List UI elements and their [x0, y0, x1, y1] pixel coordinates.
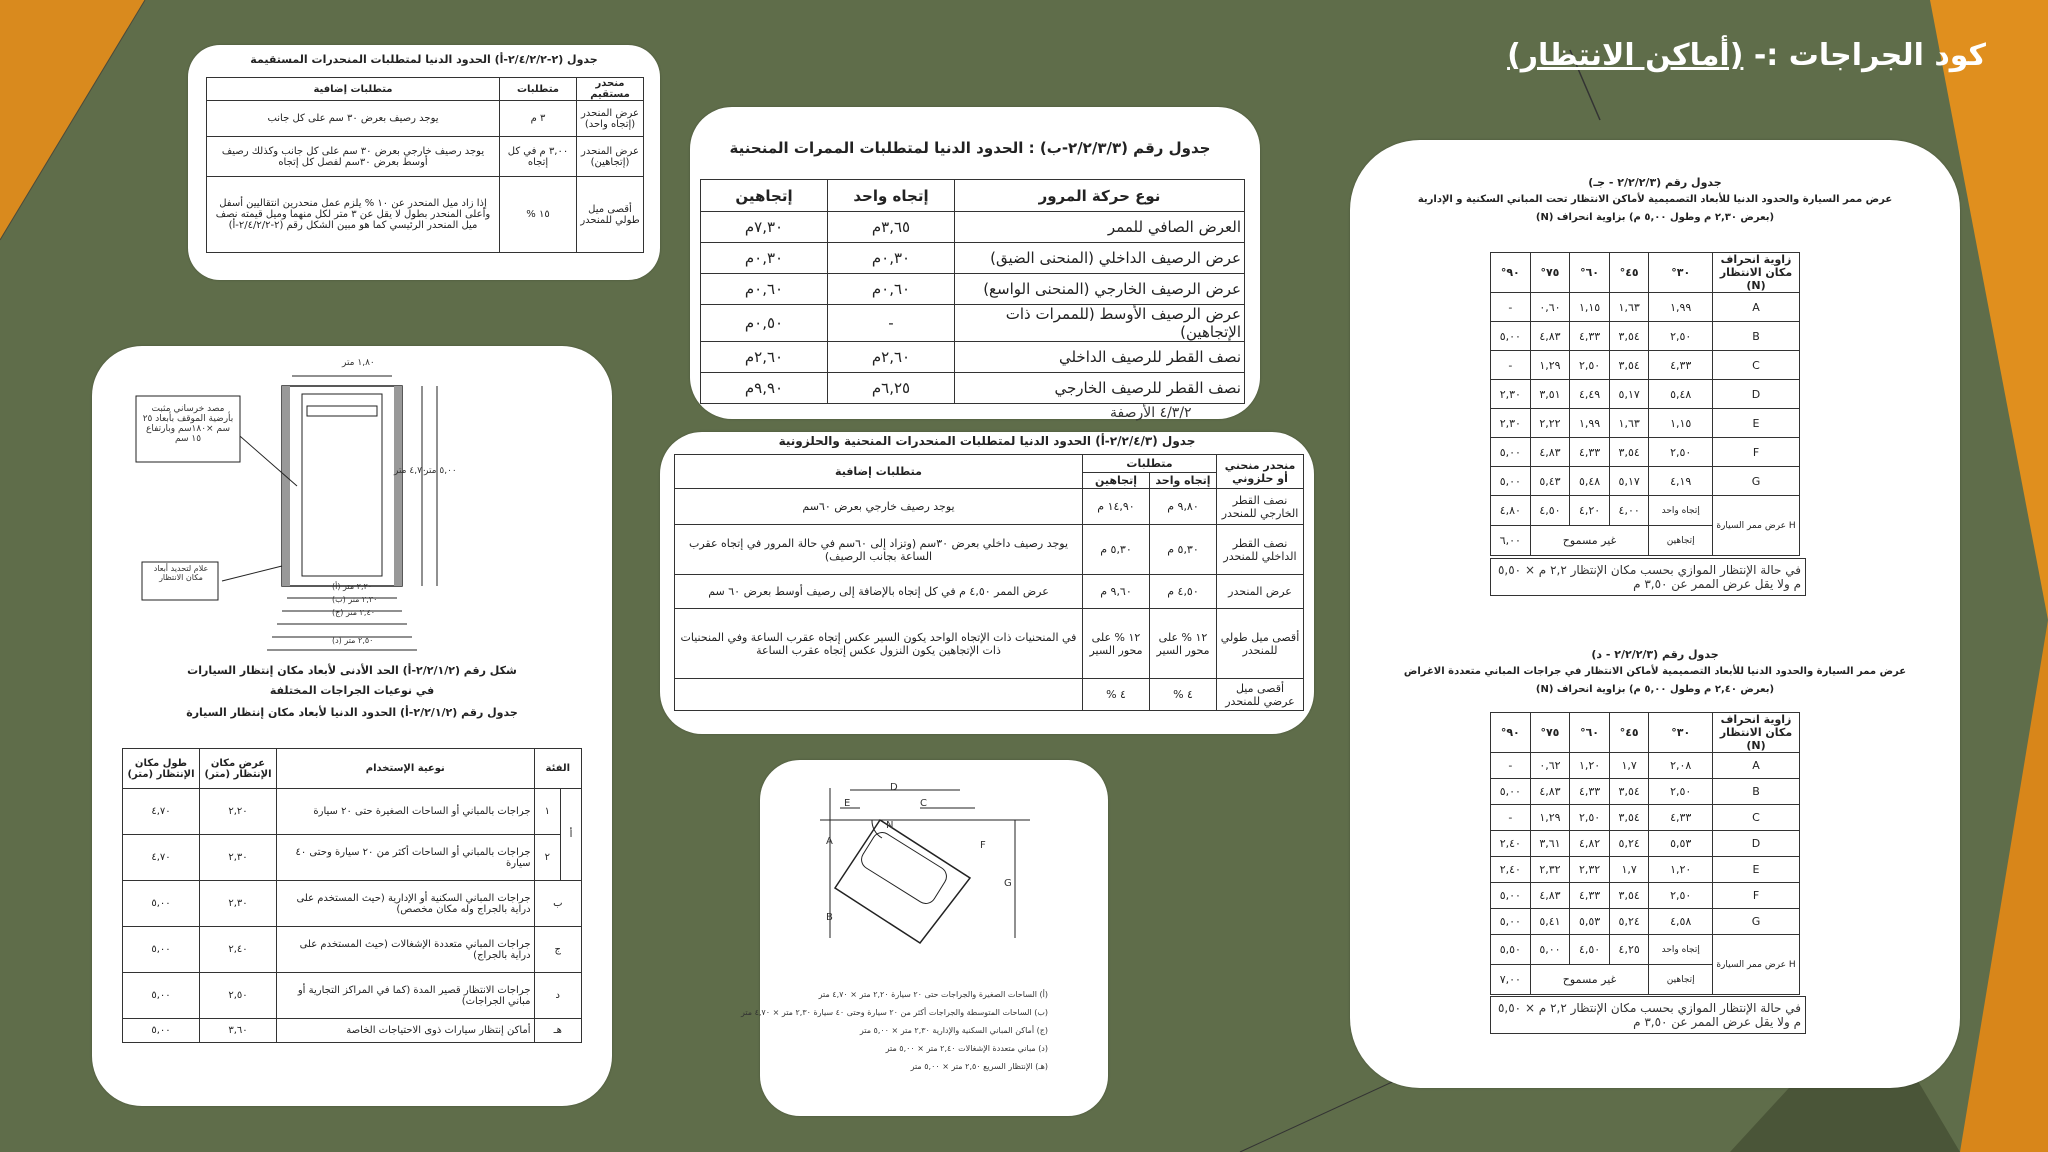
header-cell: منحدر مستقيم [577, 78, 644, 101]
table-cell: - [1491, 351, 1531, 380]
straight-ramps-table [206, 77, 644, 253]
table-cell: يوجد رصيف خارجي بعرض ٦٠سم [675, 489, 1083, 525]
table-row [123, 927, 582, 973]
parking-space-table [122, 748, 582, 1043]
table-cell: ١,٢٩ [1530, 805, 1570, 831]
table-caption: جدول رقم (٢/٢/١/٢-أ) الحدود الدنيا لأبعاد مكان إنتظار السيارة [186, 706, 518, 719]
table-cell: يوجد رصيف بعرض ٣٠ سم على كل جانب [207, 101, 500, 137]
label-e: E [844, 798, 851, 809]
table-cell: ٢,٣٢ [1570, 857, 1610, 883]
table-cell: ١,٩٩ [1570, 409, 1610, 438]
figure-caption: شكل رقم (٢/٢/١/٢-أ) الحد الأدنى لأبعاد مكان إنتظار السيارات [187, 664, 517, 677]
table-cell [675, 679, 1083, 711]
table-cell: ٧,٣٠م [701, 212, 828, 243]
table-cell: ٥,٠٠ [1491, 467, 1531, 496]
table-cell: جراجات المباني متعددة الإشغالات (حيث المستخدم على دراية بالجراج) [277, 927, 535, 973]
table-cell: أقصى ميل عرضي للمنحدر [1217, 679, 1304, 711]
table-row [1491, 857, 1800, 883]
table-cell: ٠,٦٠م [828, 274, 955, 305]
dim-length-outer: ٥,٠٠ متر [424, 466, 457, 476]
label-c: C [920, 798, 927, 809]
note-d: (د) مباني متعددة الإشغالات ٢,٤٠ متر × ٥,٠٠ متر [885, 1044, 1048, 1053]
card-curved-aisles [690, 107, 1260, 419]
row-label: B [1713, 322, 1800, 351]
table-cell: ٤,٨٣ [1530, 779, 1570, 805]
table-cell: يوجد رصيف داخلي بعرض ٣٠سم (وتزاد إلى ٦٠سم في حالة المرور في إتجاه عقرب الساعة بجانب الرصيف) [675, 525, 1083, 575]
not-allowed-cell: غير مسموح [1530, 965, 1649, 995]
t1-caption-3: (بعرض ٢,٣٠ م وطول ٥,٠٠ م) بزاوية انحراف (N) [1535, 212, 1775, 223]
table-cell: ٥,٤٨ [1649, 380, 1713, 409]
header-cell: إتجاه واحد [828, 180, 955, 212]
table-cell: ١,١٥ [1570, 293, 1610, 322]
table-cell: ٧,٠٠ [1491, 965, 1531, 995]
table-cell: ١,٧ [1609, 753, 1649, 779]
table-cell: جراجات بالمباني أو الساحات أكثر من ٢٠ سيارة وحتى ٤٠ سيارة [277, 835, 535, 881]
row-label: E [1713, 409, 1800, 438]
table-cell: ٤,٧٠ [123, 835, 200, 881]
table-cell: ٤,٥٠ م [1150, 575, 1217, 609]
table-row [701, 243, 1245, 274]
table-cell: ٢,٥٠ [1649, 438, 1713, 467]
table-cell: ٢,٣٠ [1491, 380, 1531, 409]
table-cell: ٢,٣٠ [200, 835, 277, 881]
table-cell: ١,٦٣ [1609, 293, 1649, 322]
table-cell: العرض الصافي للممر [955, 212, 1245, 243]
row-label: C [1713, 805, 1800, 831]
two-way-label: إتجاهين [1649, 526, 1713, 556]
table-cell: ٥,٠٠ [1491, 438, 1531, 467]
table-row [1491, 831, 1800, 857]
label-n: N [886, 820, 894, 831]
table-cell: ٩,٦٠ م [1083, 575, 1150, 609]
table-row [1491, 293, 1800, 322]
table-cell: أ [561, 789, 582, 881]
table-cell: ٢,٣٢ [1530, 857, 1570, 883]
table-row [675, 679, 1304, 711]
table-cell: ٢,٥٠ [1649, 883, 1713, 909]
table-cell: ٥,٠٠ [123, 881, 200, 927]
table-cell: ٤,٣٣ [1649, 351, 1713, 380]
table-cell: ٢,٤٠ [1491, 857, 1531, 883]
table-cell: ٥,١٧ [1609, 467, 1649, 496]
table-row [1491, 779, 1800, 805]
row-label: D [1713, 831, 1800, 857]
label-b: B [826, 912, 833, 923]
table-cell: ٢,٠٨ [1649, 753, 1713, 779]
table-cell: ٤,٨٣ [1530, 438, 1570, 467]
table-cell: ٠,٦٠م [701, 274, 828, 305]
table-cell: ١٥ % [500, 177, 577, 253]
dim-length-inner: ٤,٧٠ متر [394, 466, 427, 476]
curved-aisles-table [700, 179, 1245, 404]
header-cell: طول مكان الإنتظار (متر) [123, 749, 200, 789]
table-row [701, 305, 1245, 342]
table-cell: - [828, 305, 955, 342]
table-cell: ٠,٥٠م [701, 305, 828, 342]
table-cell: ٣,٥٤ [1609, 351, 1649, 380]
t2-footer: في حالة الإنتظار الموازي بحسب مكان الإنتظار ٢,٢ م × ٥,٥٠ م ولا يقل عرض الممر عن ٣,٥٠ م [1490, 996, 1806, 1034]
table-cell: عرض المنحدر [1217, 575, 1304, 609]
bumper-note: مصد خرساني مثبت بأرضية الموقف بأبعاد ٢٥ سم ×١٨٠سم وبارتفاع ١٥ سم [142, 404, 234, 444]
table-cell: ٤,٨٢ [1570, 831, 1610, 857]
table-cell: ١٢ % على محور السير [1083, 609, 1150, 679]
angled-parking-figure [800, 778, 1070, 948]
table-cell: ٤,٨٣ [1530, 322, 1570, 351]
table-cell: ٣,٥٤ [1609, 322, 1649, 351]
not-allowed-cell: غير مسموح [1530, 526, 1649, 556]
table-row [123, 835, 582, 881]
table-cell: ٥,٠٠ [123, 973, 200, 1019]
angle-header: ٧٥° [1530, 713, 1570, 753]
table-cell: ٥,٢٤ [1609, 909, 1649, 935]
table-cell: ١,٧ [1609, 857, 1649, 883]
t1-footer: في حالة الإنتظار الموازي بحسب مكان الإنتظار ٢,٢ م × ٥,٥٠ م ولا يقل عرض الممر عن ٣,٥٠ م [1490, 558, 1806, 596]
table-cell: ٤,٣٣ [1570, 322, 1610, 351]
table-cell: ٢,٦٠م [828, 342, 955, 373]
table-row [1491, 438, 1800, 467]
table-cell: نصف القطر للرصيف الداخلي [955, 342, 1245, 373]
figure-caption-2: في نوعيات الجراجات المختلفة [269, 684, 435, 697]
table-cell: ٤ % [1150, 679, 1217, 711]
table-cell: جراجات المباني السكنية أو الإدارية (حيث المستخدم على دراية بالجراج وله مكان مخصص) [277, 881, 535, 927]
dim-width-a: ٢,٢٠ متر (أ) [332, 582, 373, 591]
row-label: F [1713, 438, 1800, 467]
table-cell: ٥,٠٠ [1491, 779, 1531, 805]
table-cell: ٣,٠٠ م في كل إتجاه [500, 137, 577, 177]
t1-caption-2: عرض ممر السيارة والحدود الدنيا للأبعاد التصميمية لأماكن الانتظار تحت المباني السكنية و الإدارية [1417, 194, 1893, 205]
table-cell: ج [534, 927, 581, 973]
table-cell: ٥,٠٠ [123, 927, 200, 973]
table-row [1491, 883, 1800, 909]
table-cell: ٥,٥٣ [1570, 909, 1610, 935]
table-cell: ٤,٠٠ [1609, 496, 1649, 526]
title-main: كود الجراجات [1788, 38, 1986, 73]
table-cell: ٣,٥١ [1530, 380, 1570, 409]
dim-width-b: ٢,٣٠ متر (ب) [332, 595, 378, 604]
table-row [701, 212, 1245, 243]
table-row [1491, 909, 1800, 935]
header-cell: الفئة [534, 749, 581, 789]
table-cell: ٠,٦٠ [1530, 293, 1570, 322]
table-cell: ٢,٣٠ [200, 881, 277, 927]
table-cell: ٢,٤٠ [1491, 831, 1531, 857]
row-label: E [1713, 857, 1800, 883]
table-cell: ٢,٥٠ [200, 973, 277, 1019]
header-cell: متطلبات إضافية [675, 455, 1083, 489]
row-label: B [1713, 779, 1800, 805]
table-cell: ٤,٧٠ [123, 789, 200, 835]
table-cell: ٦,٢٥م [828, 373, 955, 404]
table-row [123, 789, 582, 835]
note-e: (هـ) الإنتظار السريع ٢,٥٠ متر × ٥,٠٠ متر [910, 1062, 1048, 1071]
table-cell: ٤,٣٣ [1570, 438, 1610, 467]
row-label: A [1713, 293, 1800, 322]
aisle-width-table-1 [1490, 252, 1800, 556]
h-label: H عرض ممر السيارة [1713, 496, 1800, 556]
table-row [675, 575, 1304, 609]
table-cell: ١ [534, 789, 561, 835]
table-row [1491, 380, 1800, 409]
table-cell: ٤ % [1083, 679, 1150, 711]
angle-header: ٣٠° [1649, 253, 1713, 293]
label-a: A [826, 836, 833, 847]
table-cell: نصف القطر الداخلي للمنحدر [1217, 525, 1304, 575]
one-way-label: إتجاه واحد [1649, 496, 1713, 526]
table-cell: - [1491, 753, 1531, 779]
aisle-width-table-2 [1490, 712, 1800, 995]
table-cell: ٥,٠٠ [1530, 935, 1570, 965]
table-cell: ٢,٢٠ [200, 789, 277, 835]
table-row [1491, 935, 1800, 965]
table-row [207, 177, 644, 253]
table-cell: ٤,٢٠ [1570, 496, 1610, 526]
angle-header: ٤٥° [1609, 253, 1649, 293]
table-cell: ٣ م [500, 101, 577, 137]
table-cell: ١,٦٣ [1609, 409, 1649, 438]
table-cell: ٢,٣٠ [1491, 409, 1531, 438]
header-cell: إتجاهين [701, 180, 828, 212]
table-cell: ٤,٥٨ [1649, 909, 1713, 935]
t1-caption-1: جدول رقم (٢/٢/٢/٣ - جـ) [1588, 176, 1722, 189]
one-way-label: إتجاه واحد [1649, 935, 1713, 965]
angle-header: زاوية انحراف مكان الانتظار (N) [1713, 253, 1800, 293]
angle-header: ٦٠° [1570, 253, 1610, 293]
table-cell: ٣,٦١ [1530, 831, 1570, 857]
table-row [1491, 496, 1800, 526]
table-cell: ٣,٥٤ [1609, 438, 1649, 467]
note-a: (أ) الساحات الصغيرة والجراجات حتى ٢٠ سيارة ٢,٢٠ متر × ٤,٧٠ متر [818, 990, 1048, 999]
table-cell: ٥,٤٨ [1570, 467, 1610, 496]
header-cell: متطلبات [500, 78, 577, 101]
table-cell: ٤,٤٩ [1570, 380, 1610, 409]
table-row [675, 609, 1304, 679]
angle-header: ٣٠° [1649, 713, 1713, 753]
table-cell: ١,١٥ [1649, 409, 1713, 438]
subheader-cell: إتجاهين [1083, 473, 1150, 489]
dim-top: ١,٨٠ متر [342, 358, 375, 368]
table-cell: ٢,٥٠ [1649, 322, 1713, 351]
table-cell: يوجد رصيف خارجي بعرض ٣٠ سم على كل جانب وكذلك رصيف أوسط بعرض ٣٠سم لفصل كل إتجاه [207, 137, 500, 177]
table-cell: ٠,٣٠م [828, 243, 955, 274]
row-label: G [1713, 909, 1800, 935]
table-row [1491, 805, 1800, 831]
card-straight-ramps [188, 45, 660, 280]
table-row [1491, 322, 1800, 351]
cut-heading: ٤/٣/٢ الأرصفة [1110, 405, 1192, 421]
table-cell: ٤,٣٣ [1570, 883, 1610, 909]
table-row [675, 525, 1304, 575]
t2-caption-1: جدول رقم (٢/٢/٢/٣ - د) [1591, 648, 1719, 661]
table-row [123, 881, 582, 927]
table-row [207, 137, 644, 177]
table-cell: ٣,٦٥م [828, 212, 955, 243]
header-cell: عرض مكان الإنتظار (متر) [200, 749, 277, 789]
table-cell: ٩,٨٠ م [1150, 489, 1217, 525]
table-cell: - [1491, 805, 1531, 831]
table-cell: ٤,٢٥ [1609, 935, 1649, 965]
spiral-ramps-caption: جدول (٢/٢/٤/٣-أ) الحدود الدنيا لمتطلبات المنحدرات المنحنية والحلزونية [778, 434, 1196, 448]
table-cell: عرض الرصيف الأوسط (للممرات ذات الإتجاهين) [955, 305, 1245, 342]
card-aisle-width-tables [1350, 140, 1960, 1088]
header-cell: منحدر منحني أو حلزوني [1217, 455, 1304, 489]
slide-title [1507, 38, 1986, 73]
table-cell: ٥,٥٣ [1649, 831, 1713, 857]
title-separator: :- [1743, 38, 1789, 73]
table-row [701, 274, 1245, 305]
table-cell: ٥,٠٠ [1491, 909, 1531, 935]
angle-header: ٩٠° [1491, 253, 1531, 293]
table-cell: ١,٢٩ [1530, 351, 1570, 380]
table-cell: هـ [534, 1019, 581, 1043]
table-cell: ب [534, 881, 581, 927]
note-c: (ج) أماكن المباني السكنية والإدارية ٢,٣٠ متر × ٥,٠٠ متر [859, 1026, 1048, 1035]
table-cell: ٤,٣٣ [1649, 805, 1713, 831]
table-row [1491, 409, 1800, 438]
table-cell: ٤,٥٠ [1570, 935, 1610, 965]
table-cell: ٢,٥٠ [1570, 805, 1610, 831]
table-cell: ١,٩٩ [1649, 293, 1713, 322]
table-cell: ٠,٦٢ [1530, 753, 1570, 779]
table-cell: ٣,٥٤ [1609, 805, 1649, 831]
table-cell: ٥,٥٠ [1491, 935, 1531, 965]
table-cell: ١,٢٠ [1570, 753, 1610, 779]
table-cell: ٥,٠٠ [1491, 322, 1531, 351]
label-g: G [1004, 878, 1012, 889]
table-cell: عرض الرصيف الخارجي (المنحنى الواسع) [955, 274, 1245, 305]
header-cell: متطلبات [1083, 455, 1217, 473]
table-row [675, 489, 1304, 525]
table-cell: ٤,٨٣ [1530, 883, 1570, 909]
table-cell: جراجات الانتظار قصير المدة (كما في المراكز التجارية أو مباني الجراجات) [277, 973, 535, 1019]
table-cell: أقصى ميل طولي للمنحدر [577, 177, 644, 253]
table-cell: ١٢ % على محور السير [1150, 609, 1217, 679]
label-f: F [980, 840, 986, 851]
title-subtitle: (أماكن الانتظار) [1507, 38, 1744, 73]
table-cell: عرض الرصيف الداخلي (المنحنى الضيق) [955, 243, 1245, 274]
marking-note: علام لتحديد أبعاد مكان الانتظار [153, 564, 209, 582]
table-cell: ٥,٣٠ م [1083, 525, 1150, 575]
table-cell: عرض الممر ٤,٥٠ م في كل إتجاه بالإضافة إلى رصيف أوسط بعرض ٦٠ سم [675, 575, 1083, 609]
table-cell: ٢,٥٠ [1570, 351, 1610, 380]
label-d: D [890, 782, 898, 793]
dim-width-d: ٢,٥٠ متر (د) [332, 636, 374, 645]
table-cell: نصف القطر للرصيف الخارجي [955, 373, 1245, 404]
table-cell: ٣,٦٠ [200, 1019, 277, 1043]
table-cell: ٥,١٧ [1609, 380, 1649, 409]
header-cell: متطلبات إضافية [207, 78, 500, 101]
table-cell: ٩,٩٠م [701, 373, 828, 404]
table-cell: ١,٢٠ [1649, 857, 1713, 883]
table-cell: ٤,٥٠ [1530, 496, 1570, 526]
header-cell: نوعية الإستخدام [277, 749, 535, 789]
table-row [1491, 467, 1800, 496]
angle-header: ٩٠° [1491, 713, 1531, 753]
two-way-label: إتجاهين [1649, 965, 1713, 995]
row-label: C [1713, 351, 1800, 380]
angle-header: ٧٥° [1530, 253, 1570, 293]
table-row [207, 101, 644, 137]
curved-aisles-caption: جدول رقم (٢/٢/٣/٣-ب) : الحدود الدنيا لمتطلبات الممرات المنحنية [729, 139, 1211, 157]
header-cell: نوع حركة المرور [955, 180, 1245, 212]
dim-width-c: ٢,٤٠ متر (ج) [332, 608, 376, 617]
note-b: (ب) الساحات المتوسطة والجراجات أكثر من ٢٠ سيارة وحتى ٤٠ سيارة ٢,٣٠ متر × ٤,٧٠ متر [740, 1008, 1048, 1017]
straight-ramps-caption: جدول (٢-٢/٤/٢/٢-أ) الحدود الدنيا لمتطلبات المنحدرات المستقيمة [250, 53, 598, 66]
table-cell: ٤,١٩ [1649, 467, 1713, 496]
table-cell: ٦,٠٠ [1491, 526, 1531, 556]
table-cell: ٢,٥٠ [1649, 779, 1713, 805]
subheader-cell: إتجاه واحد [1150, 473, 1217, 489]
card-angled-parking-diagram [740, 760, 1108, 1116]
table-cell: ٢,٢٢ [1530, 409, 1570, 438]
table-cell: ٥,٠٠ [123, 1019, 200, 1043]
table-row [123, 973, 582, 1019]
table-cell: ٥,٣٠ م [1150, 525, 1217, 575]
row-label: A [1713, 753, 1800, 779]
table-cell: ٤,٨٠ [1491, 496, 1531, 526]
table-cell: د [534, 973, 581, 1019]
table-cell: ٢,٦٠م [701, 342, 828, 373]
table-cell: أماكن إنتظار سيارات ذوى الاحتياجات الخاصة [277, 1019, 535, 1043]
table-cell: ٥,٢٤ [1609, 831, 1649, 857]
row-label: F [1713, 883, 1800, 909]
table-cell: إذا زاد ميل المنحدر عن ١٠ % يلزم عمل منحدرين انتقاليين أسفل وأعلى المنحدر بطول لا يقل عن ٣ متر لكل منهما وميل قيمته نصف ميل المنحدر الرئيسي كما هو مبين الشكل رقم (٢-٢/٤/٢/٢-أ) [207, 177, 500, 253]
table-row [701, 373, 1245, 404]
table-cell: ٥,٠٠ [1491, 883, 1531, 909]
table-cell: جراجات بالمباني أو الساحات الصغيرة حتى ٢٠ سيارة [277, 789, 535, 835]
h-label: H عرض ممر السيارة [1713, 935, 1800, 995]
table-cell: أقصى ميل طولي للمنحدر [1217, 609, 1304, 679]
angle-header: ٦٠° [1570, 713, 1610, 753]
table-cell: ٣,٥٤ [1609, 883, 1649, 909]
table-cell: ٥,٤١ [1530, 909, 1570, 935]
table-cell: ١٤,٩٠ م [1083, 489, 1150, 525]
table-cell: في المنحنيات ذات الإتجاه الواحد يكون السير عكس إتجاه عقرب الساعة وفي المنحنيات ذات الإتجاهين يكون النزول عكس إتجاه عقرب الساعة [675, 609, 1083, 679]
table-row [1491, 753, 1800, 779]
table-cell: نصف القطر الخارجي للمنحدر [1217, 489, 1304, 525]
angle-header: زاوية انحراف مكان الانتظار (N) [1713, 713, 1800, 753]
row-label: D [1713, 380, 1800, 409]
table-row [701, 342, 1245, 373]
table-cell: ٢,٤٠ [200, 927, 277, 973]
table-cell: ٣,٥٤ [1609, 779, 1649, 805]
table-row [123, 1019, 582, 1043]
table-cell: ٢ [534, 835, 561, 881]
table-cell: ٤,٣٣ [1570, 779, 1610, 805]
table-cell: عرض المنحدر (إتجاه واحد) [577, 101, 644, 137]
table-cell: عرض المنحدر (إتجاهين) [577, 137, 644, 177]
card-parking-space-dimensions [92, 346, 612, 1106]
table-row [1491, 351, 1800, 380]
table-cell: ٠,٣٠م [701, 243, 828, 274]
card-spiral-ramps [660, 432, 1314, 734]
spiral-ramps-table [674, 454, 1304, 711]
t2-caption-3: (بعرض ٢,٤٠ م وطول ٥,٠٠ م) بزاوية انحراف (N) [1535, 684, 1775, 695]
angle-header: ٤٥° [1609, 713, 1649, 753]
table-cell: ٥,٤٣ [1530, 467, 1570, 496]
table-cell: - [1491, 293, 1531, 322]
row-label: G [1713, 467, 1800, 496]
t2-caption-2: عرض ممر السيارة والحدود الدنيا للأبعاد التصميمية لأماكن الانتظار في جراجات المباني متعددة الاغراض [1403, 666, 1907, 677]
